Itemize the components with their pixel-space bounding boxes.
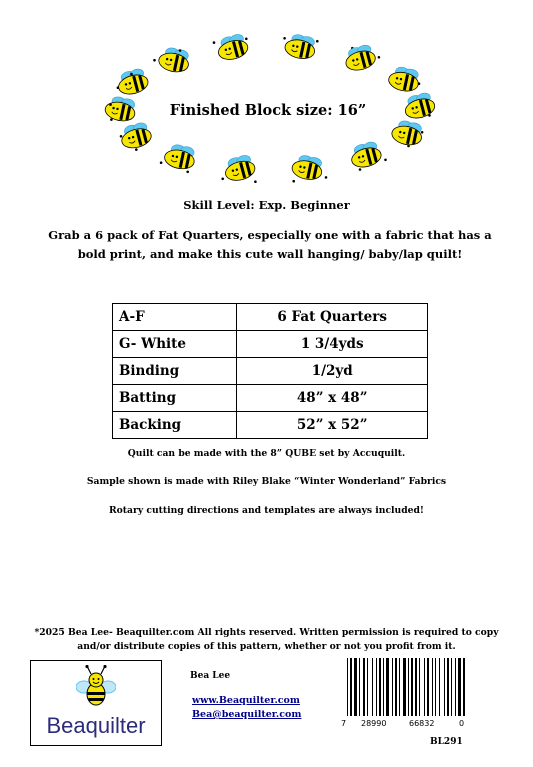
table-row — [113, 358, 428, 385]
barcode-bar — [367, 658, 368, 716]
table-row — [113, 412, 428, 439]
decor-dot — [254, 180, 257, 183]
website-link[interactable]: www.Beaquilter.com — [192, 695, 300, 706]
finished-block-size: Finished Block size: 16” — [169, 102, 367, 119]
beaquilter-logo — [30, 660, 162, 746]
barcode-bar — [392, 658, 393, 716]
barcode-bar — [463, 658, 465, 716]
barcode-bar — [455, 658, 456, 716]
barcode-bar — [424, 658, 425, 716]
decor-dot — [179, 49, 182, 52]
barcode-bar — [447, 658, 449, 716]
decor-dot — [421, 131, 424, 134]
decor-dot — [135, 148, 138, 151]
bee-icon — [390, 119, 424, 148]
decor-dot — [130, 73, 133, 76]
barcode-bar — [395, 658, 397, 716]
item-cell: Batting — [113, 385, 237, 412]
barcode-digit: 28990 — [361, 719, 387, 728]
barcode-bar — [411, 658, 413, 716]
rotary-note: Rotary cutting directions and templates are always included! — [109, 505, 424, 516]
barcode-bar — [439, 658, 440, 716]
bee-icon — [222, 153, 257, 183]
decor-dot — [407, 145, 410, 148]
decor-dot — [186, 171, 189, 174]
amount-cell: 1/2yd — [237, 358, 428, 385]
table-row — [113, 331, 428, 358]
pattern-code: BL291 — [430, 737, 463, 747]
bee-icon — [387, 65, 421, 94]
barcode-bar — [386, 658, 389, 716]
author-name: Bea Lee — [190, 671, 231, 681]
barcode-bar — [383, 658, 384, 716]
barcode-bar — [347, 658, 348, 716]
item-cell: A-F — [113, 304, 237, 331]
decor-dot — [428, 114, 431, 117]
amount-cell: 48” x 48” — [237, 385, 428, 412]
decor-dot — [245, 38, 248, 41]
decor-dot — [160, 161, 163, 164]
decor-dot — [325, 176, 328, 179]
barcode-bar — [432, 658, 433, 716]
barcode-bar — [408, 658, 409, 716]
item-cell: Backing — [113, 412, 237, 439]
barcode-bar — [376, 658, 377, 716]
decor-dot — [120, 135, 123, 138]
bee-icon — [342, 43, 377, 73]
bee-icon — [118, 121, 153, 151]
barcode-bar — [458, 658, 461, 716]
amount-cell: 52” x 52” — [237, 412, 428, 439]
barcode-bars — [347, 658, 465, 716]
barcode-bar — [419, 658, 420, 716]
barcode-bar — [403, 658, 406, 716]
decor-dot — [418, 82, 421, 85]
decor-dot — [213, 41, 216, 44]
barcode-bar — [427, 658, 429, 716]
requirements-table — [112, 303, 428, 439]
skill-level: Skill Level: Exp. Beginner — [183, 198, 350, 212]
barcode-bar — [379, 658, 381, 716]
decor-dot — [153, 59, 156, 62]
decor-dot — [283, 37, 286, 40]
decor-dot — [292, 180, 295, 183]
barcode-bar — [435, 658, 436, 716]
barcode-bar — [359, 658, 360, 716]
sample-note: Sample shown is made with Riley Blake “Winter Wonderland” Fabrics — [86, 476, 447, 487]
amount-cell: 1 3/4yds — [237, 331, 428, 358]
decor-dot — [316, 40, 319, 43]
barcode-bar — [415, 658, 417, 716]
decor-dot — [221, 178, 224, 181]
bee-icon — [290, 153, 324, 182]
upc-barcode — [339, 656, 503, 730]
decor-dot — [378, 56, 381, 59]
barcode-bar — [451, 658, 452, 716]
bee-icon — [283, 32, 317, 61]
amount-cell: 6 Fat Quarters — [237, 304, 428, 331]
email-link[interactable]: Bea@beaquilter.com — [192, 709, 302, 720]
copyright-notice: *2025 Bea Lee- Beaquilter.com All rights reserved. Written permission is required to copy and/or distribute copies of this pattern, whether or not you profit from it. — [34, 627, 499, 652]
barcode-digit: 66832 — [409, 719, 435, 728]
decor-dot — [384, 159, 387, 162]
barcode-digit: 7 — [341, 719, 347, 728]
bee-icon — [163, 143, 197, 172]
bee-icon — [215, 32, 250, 62]
barcode-bar — [399, 658, 400, 716]
bee-icon — [402, 91, 437, 121]
barcode-bar — [354, 658, 357, 716]
item-cell: G- White — [113, 331, 237, 358]
table-row — [113, 385, 428, 412]
barcode-bar — [372, 658, 373, 716]
bee-icon — [348, 140, 383, 170]
barcode-bar — [363, 658, 365, 716]
decor-dot — [359, 168, 362, 171]
barcode-digit: 0 — [459, 719, 465, 728]
decor-dot — [109, 103, 112, 106]
barcode-bar — [444, 658, 445, 716]
bee-icon — [115, 67, 150, 97]
bee-icon — [103, 95, 137, 124]
logo-bee-icon — [76, 665, 116, 709]
bee-icon — [157, 46, 191, 75]
item-cell: Binding — [113, 358, 237, 385]
qube-note: Quilt can be made with the 8” QUBE set by Accuquilt. — [127, 448, 406, 459]
intro-text: Grab a 6 pack of Fat Quarters, especially one with a fabric that has a bold print, and make this cute wall hanging/ baby/lap quilt! — [48, 228, 492, 261]
table-row — [113, 304, 428, 331]
barcode-bar — [350, 658, 352, 716]
logo-text: Beaquilter — [46, 713, 146, 738]
